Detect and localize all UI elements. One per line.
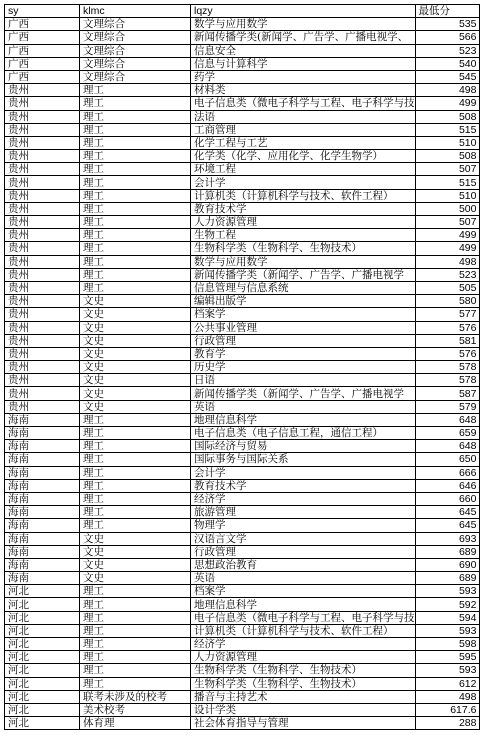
cell-province: 贵州 <box>5 176 80 189</box>
cell-min-score: 660 <box>415 492 479 505</box>
cell-category: 理工 <box>80 519 191 532</box>
cell-category: 理工 <box>80 202 191 215</box>
cell-min-score: 594 <box>415 611 479 624</box>
cell-min-score: 545 <box>415 70 479 83</box>
table-row <box>5 611 480 624</box>
cell-min-score: 498 <box>415 84 479 97</box>
cell-major: 日语 <box>191 374 416 387</box>
header-klmc: klmc <box>80 5 191 18</box>
cell-major: 数学与应用数学 <box>191 255 416 268</box>
cell-province: 贵州 <box>5 374 80 387</box>
cell-major: 电子信息类（微电子科学与工程、电子科学与技 <box>191 611 416 624</box>
cell-province: 河北 <box>5 611 80 624</box>
cell-major: 教育技术学 <box>191 202 416 215</box>
table-row <box>5 506 480 519</box>
cell-major: 经济学 <box>191 492 416 505</box>
cell-min-score: 645 <box>415 506 479 519</box>
cell-min-score: 648 <box>415 440 479 453</box>
cell-category: 理工 <box>80 611 191 624</box>
cell-category: 文理综合 <box>80 18 191 31</box>
cell-category: 理工 <box>80 585 191 598</box>
cell-category: 文史 <box>80 558 191 571</box>
cell-major: 生物科学类（生物科学、生物技术） <box>191 242 416 255</box>
cell-province: 海南 <box>5 506 80 519</box>
cell-province: 贵州 <box>5 229 80 242</box>
cell-major: 会计学 <box>191 176 416 189</box>
cell-province: 海南 <box>5 413 80 426</box>
cell-min-score: 498 <box>415 690 479 703</box>
cell-min-score: 598 <box>415 638 479 651</box>
cell-major: 环境工程 <box>191 163 416 176</box>
cell-min-score: 507 <box>415 163 479 176</box>
cell-province: 广西 <box>5 57 80 70</box>
table-row <box>5 70 480 83</box>
cell-major: 历史学 <box>191 361 416 374</box>
cell-province: 贵州 <box>5 400 80 413</box>
cell-min-score: 523 <box>415 268 479 281</box>
cell-min-score: 648 <box>415 413 479 426</box>
cell-min-score: 689 <box>415 545 479 558</box>
cell-major: 生物科学类（生物科学、生物技术） <box>191 677 416 690</box>
table-row <box>5 532 480 545</box>
cell-province: 海南 <box>5 519 80 532</box>
cell-province: 贵州 <box>5 242 80 255</box>
cell-major: 档案学 <box>191 308 416 321</box>
cell-province: 贵州 <box>5 387 80 400</box>
cell-major: 会计学 <box>191 466 416 479</box>
cell-category: 联考未涉及的校考 <box>80 690 191 703</box>
cell-min-score: 500 <box>415 202 479 215</box>
table-row <box>5 295 480 308</box>
cell-major: 人力资源管理 <box>191 651 416 664</box>
admission-scores-table <box>4 4 480 730</box>
cell-category: 文理综合 <box>80 70 191 83</box>
cell-major: 旅游管理 <box>191 506 416 519</box>
cell-province: 广西 <box>5 31 80 44</box>
cell-category: 理工 <box>80 268 191 281</box>
cell-major: 药学 <box>191 70 416 83</box>
cell-major: 信息与计算科学 <box>191 57 416 70</box>
cell-min-score: 523 <box>415 44 479 57</box>
table-row <box>5 44 480 57</box>
cell-category: 理工 <box>80 189 191 202</box>
cell-min-score: 576 <box>415 347 479 360</box>
cell-min-score: 645 <box>415 519 479 532</box>
cell-min-score: 646 <box>415 479 479 492</box>
table-row <box>5 598 480 611</box>
table-body <box>5 5 480 730</box>
cell-category: 文史 <box>80 308 191 321</box>
cell-province: 河北 <box>5 651 80 664</box>
cell-category: 理工 <box>80 506 191 519</box>
table-row <box>5 57 480 70</box>
cell-province: 贵州 <box>5 189 80 202</box>
table-row <box>5 176 480 189</box>
cell-min-score: 498 <box>415 255 479 268</box>
cell-province: 贵州 <box>5 281 80 294</box>
table-row <box>5 334 480 347</box>
cell-min-score: 593 <box>415 585 479 598</box>
table-row <box>5 572 480 585</box>
cell-province: 贵州 <box>5 268 80 281</box>
table-row <box>5 84 480 97</box>
cell-category: 理工 <box>80 176 191 189</box>
cell-province: 贵州 <box>5 216 80 229</box>
cell-category: 文史 <box>80 545 191 558</box>
cell-min-score: 576 <box>415 321 479 334</box>
table-row <box>5 189 480 202</box>
cell-major: 英语 <box>191 572 416 585</box>
cell-min-score: 578 <box>415 361 479 374</box>
cell-major: 思想政治教育 <box>191 558 416 571</box>
cell-min-score: 508 <box>415 110 479 123</box>
cell-major: 物理学 <box>191 519 416 532</box>
cell-major: 公共事业管理 <box>191 321 416 334</box>
table-row <box>5 321 480 334</box>
cell-province: 贵州 <box>5 361 80 374</box>
table-row <box>5 202 480 215</box>
cell-min-score: 689 <box>415 572 479 585</box>
table-row <box>5 308 480 321</box>
cell-min-score: 666 <box>415 466 479 479</box>
cell-min-score: 515 <box>415 176 479 189</box>
cell-category: 文史 <box>80 387 191 400</box>
cell-province: 贵州 <box>5 97 80 110</box>
cell-major: 行政管理 <box>191 545 416 558</box>
cell-major: 教育技术学 <box>191 479 416 492</box>
cell-category: 理工 <box>80 163 191 176</box>
cell-major: 电子信息类（微电子科学与工程、电子科学与技 <box>191 97 416 110</box>
cell-province: 贵州 <box>5 202 80 215</box>
table-row <box>5 387 480 400</box>
cell-min-score: 577 <box>415 308 479 321</box>
cell-major: 数学与应用数学 <box>191 18 416 31</box>
cell-major: 经济学 <box>191 638 416 651</box>
cell-major: 编辑出版学 <box>191 295 416 308</box>
cell-category: 文史 <box>80 532 191 545</box>
table-row <box>5 624 480 637</box>
table-row <box>5 638 480 651</box>
table-row <box>5 664 480 677</box>
table-row <box>5 400 480 413</box>
cell-category: 文理综合 <box>80 57 191 70</box>
cell-category: 文史 <box>80 321 191 334</box>
cell-major: 人力资源管理 <box>191 216 416 229</box>
table-row <box>5 427 480 440</box>
cell-province: 贵州 <box>5 163 80 176</box>
cell-category: 理工 <box>80 598 191 611</box>
table-row <box>5 136 480 149</box>
table-row <box>5 519 480 532</box>
cell-category: 理工 <box>80 84 191 97</box>
cell-province: 河北 <box>5 703 80 716</box>
cell-province: 河北 <box>5 624 80 637</box>
table-row <box>5 677 480 690</box>
cell-category: 理工 <box>80 413 191 426</box>
table-row <box>5 413 480 426</box>
cell-major: 社会体育指导与管理 <box>191 717 416 730</box>
cell-major: 计算机类（计算机科学与技术、软件工程） <box>191 624 416 637</box>
cell-min-score: 659 <box>415 427 479 440</box>
cell-province: 贵州 <box>5 347 80 360</box>
table-row <box>5 558 480 571</box>
cell-category: 理工 <box>80 229 191 242</box>
table-row <box>5 585 480 598</box>
cell-major: 英语 <box>191 400 416 413</box>
cell-category: 理工 <box>80 242 191 255</box>
cell-min-score: 592 <box>415 598 479 611</box>
cell-min-score: 535 <box>415 18 479 31</box>
table-row <box>5 268 480 281</box>
table-row <box>5 361 480 374</box>
cell-major: 计算机类（计算机科学与技术、软件工程） <box>191 189 416 202</box>
cell-major: 信息安全 <box>191 44 416 57</box>
cell-major: 地理信息科学 <box>191 598 416 611</box>
cell-min-score: 612 <box>415 677 479 690</box>
table-row <box>5 18 480 31</box>
cell-category: 文史 <box>80 361 191 374</box>
cell-min-score: 499 <box>415 97 479 110</box>
cell-min-score: 505 <box>415 281 479 294</box>
cell-category: 理工 <box>80 479 191 492</box>
cell-province: 海南 <box>5 440 80 453</box>
cell-min-score: 515 <box>415 123 479 136</box>
cell-province: 广西 <box>5 70 80 83</box>
cell-category: 理工 <box>80 664 191 677</box>
table-row <box>5 690 480 703</box>
cell-major: 设计学类 <box>191 703 416 716</box>
cell-major: 电子信息类（电子信息工程，通信工程） <box>191 427 416 440</box>
cell-province: 贵州 <box>5 295 80 308</box>
cell-major: 地理信息科学 <box>191 413 416 426</box>
cell-major: 档案学 <box>191 585 416 598</box>
cell-major: 材料类 <box>191 84 416 97</box>
cell-province: 贵州 <box>5 84 80 97</box>
cell-min-score: 510 <box>415 136 479 149</box>
cell-province: 贵州 <box>5 255 80 268</box>
cell-category: 美术校考 <box>80 703 191 716</box>
cell-category: 理工 <box>80 281 191 294</box>
table-row <box>5 545 480 558</box>
cell-category: 文史 <box>80 374 191 387</box>
table-row <box>5 466 480 479</box>
table-row <box>5 492 480 505</box>
cell-province: 贵州 <box>5 110 80 123</box>
cell-category: 理工 <box>80 638 191 651</box>
table-row <box>5 31 480 44</box>
cell-min-score: 595 <box>415 651 479 664</box>
cell-min-score: 566 <box>415 31 479 44</box>
cell-category: 理工 <box>80 427 191 440</box>
cell-category: 理工 <box>80 123 191 136</box>
cell-province: 贵州 <box>5 308 80 321</box>
table-row <box>5 242 480 255</box>
table-row <box>5 150 480 163</box>
cell-major: 法语 <box>191 110 416 123</box>
cell-province: 海南 <box>5 572 80 585</box>
cell-category: 理工 <box>80 110 191 123</box>
cell-major: 化学工程与工艺 <box>191 136 416 149</box>
table-row <box>5 110 480 123</box>
cell-province: 海南 <box>5 466 80 479</box>
cell-province: 海南 <box>5 492 80 505</box>
cell-province: 贵州 <box>5 136 80 149</box>
cell-province: 海南 <box>5 453 80 466</box>
cell-major: 国际经济与贸易 <box>191 440 416 453</box>
cell-province: 海南 <box>5 427 80 440</box>
cell-province: 河北 <box>5 717 80 730</box>
cell-major: 汉语言文学 <box>191 532 416 545</box>
cell-province: 河北 <box>5 677 80 690</box>
cell-province: 河北 <box>5 690 80 703</box>
cell-category: 理工 <box>80 651 191 664</box>
cell-min-score: 581 <box>415 334 479 347</box>
table-row <box>5 651 480 664</box>
table-row <box>5 453 480 466</box>
cell-category: 文史 <box>80 400 191 413</box>
cell-min-score: 587 <box>415 387 479 400</box>
table-row <box>5 440 480 453</box>
cell-major: 播音与主持艺术 <box>191 690 416 703</box>
cell-min-score: 499 <box>415 229 479 242</box>
cell-min-score: 510 <box>415 189 479 202</box>
header-lqzy: lqzy <box>191 5 416 18</box>
cell-province: 河北 <box>5 638 80 651</box>
table-row <box>5 703 480 716</box>
cell-category: 理工 <box>80 216 191 229</box>
cell-province: 贵州 <box>5 321 80 334</box>
cell-province: 海南 <box>5 532 80 545</box>
cell-min-score: 508 <box>415 150 479 163</box>
cell-major: 生物科学类（生物科学、生物技术） <box>191 664 416 677</box>
cell-category: 理工 <box>80 136 191 149</box>
cell-category: 文史 <box>80 347 191 360</box>
table-row <box>5 216 480 229</box>
header-sy: sy <box>5 5 80 18</box>
cell-min-score: 507 <box>415 216 479 229</box>
cell-category: 理工 <box>80 150 191 163</box>
cell-min-score: 540 <box>415 57 479 70</box>
cell-province: 河北 <box>5 598 80 611</box>
cell-category: 理工 <box>80 453 191 466</box>
table-row <box>5 347 480 360</box>
cell-min-score: 580 <box>415 295 479 308</box>
cell-min-score: 690 <box>415 558 479 571</box>
header-min-score: 最低分 <box>415 5 479 18</box>
table-row <box>5 479 480 492</box>
cell-major: 工商管理 <box>191 123 416 136</box>
cell-province: 贵州 <box>5 150 80 163</box>
table-row <box>5 374 480 387</box>
cell-province: 海南 <box>5 479 80 492</box>
cell-province: 广西 <box>5 44 80 57</box>
cell-min-score: 693 <box>415 532 479 545</box>
cell-province: 广西 <box>5 18 80 31</box>
cell-category: 理工 <box>80 255 191 268</box>
cell-category: 文史 <box>80 295 191 308</box>
cell-major: 行政管理 <box>191 334 416 347</box>
cell-province: 贵州 <box>5 334 80 347</box>
cell-major: 新闻传播学类（新闻学、广告学、广播电视学 <box>191 268 416 281</box>
cell-major: 信息管理与信息系统 <box>191 281 416 294</box>
cell-province: 河北 <box>5 664 80 677</box>
cell-province: 海南 <box>5 558 80 571</box>
table-row <box>5 717 480 730</box>
cell-major: 新闻传播学类(新闻学、广告学、广播电视学、 <box>191 31 416 44</box>
table-row <box>5 255 480 268</box>
cell-min-score: 593 <box>415 664 479 677</box>
cell-min-score: 593 <box>415 624 479 637</box>
cell-province: 贵州 <box>5 123 80 136</box>
table-row <box>5 163 480 176</box>
cell-major: 教育学 <box>191 347 416 360</box>
cell-category: 理工 <box>80 440 191 453</box>
cell-min-score: 288 <box>415 717 479 730</box>
cell-category: 理工 <box>80 97 191 110</box>
cell-category: 理工 <box>80 624 191 637</box>
table-row <box>5 97 480 110</box>
table-row <box>5 229 480 242</box>
cell-min-score: 499 <box>415 242 479 255</box>
cell-major: 化学类（化学、应用化学、化学生物学） <box>191 150 416 163</box>
cell-category: 文史 <box>80 572 191 585</box>
cell-category: 文史 <box>80 334 191 347</box>
cell-category: 理工 <box>80 492 191 505</box>
header-row <box>5 5 480 18</box>
cell-category: 文理综合 <box>80 44 191 57</box>
cell-major: 生物工程 <box>191 229 416 242</box>
cell-major: 新闻传播学类（新闻学、广告学、广播电视学 <box>191 387 416 400</box>
cell-category: 理工 <box>80 677 191 690</box>
cell-category: 文理综合 <box>80 31 191 44</box>
table-row <box>5 123 480 136</box>
cell-category: 理工 <box>80 466 191 479</box>
cell-province: 河北 <box>5 585 80 598</box>
cell-province: 海南 <box>5 545 80 558</box>
cell-min-score: 578 <box>415 374 479 387</box>
cell-min-score: 650 <box>415 453 479 466</box>
cell-min-score: 617.6 <box>415 703 479 716</box>
cell-major: 国际事务与国际关系 <box>191 453 416 466</box>
cell-category: 体育理 <box>80 717 191 730</box>
cell-min-score: 579 <box>415 400 479 413</box>
table-row <box>5 281 480 294</box>
